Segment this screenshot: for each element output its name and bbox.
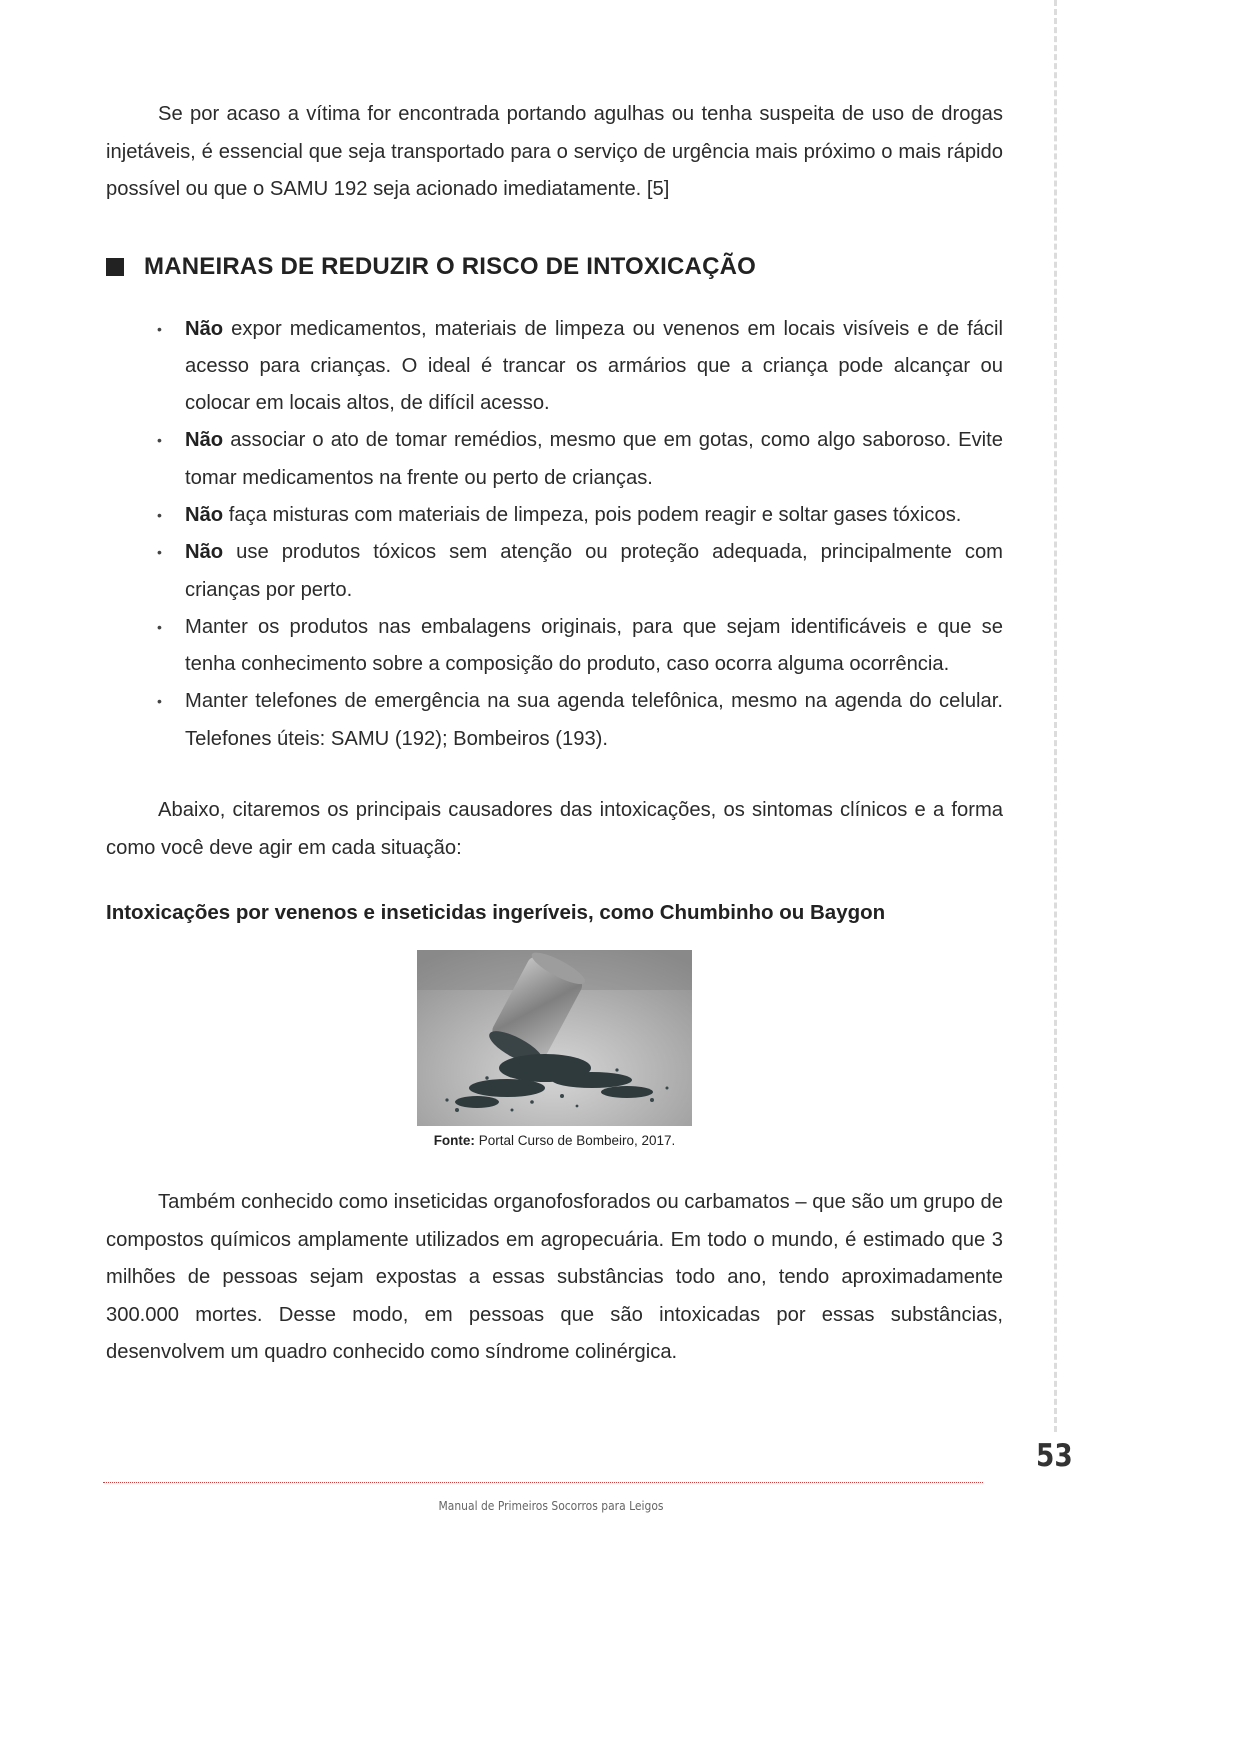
list-item: [157, 311, 1003, 423]
bullet-dot-icon: •: [157, 432, 162, 449]
intro-paragraph: Se por acaso a vítima for encontrada portando agulhas ou tenha suspeita de uso de drogas injetáveis, é essencial que seja transportado para o serviço de urgência mais próximo o mais rápido possível ou que o SAMU 192 seja acionado imediatamente. [5]: [106, 103, 1003, 200]
list-item: [157, 422, 1003, 497]
bullet-dot-icon: •: [157, 618, 162, 635]
list-item-text: Manter os produtos nas embalagens originais, para que sejam identificáveis e que se tenha conhecimento sobre a composição do produto, caso ocorra alguma ocorrência.: [185, 615, 1003, 676]
list-item-text: Manter telefones de emergência na sua agenda telefônica, mesmo na agenda do celular. Telefones úteis: SAMU (192); Bombeiros (193).: [185, 690, 1003, 750]
list-item-bold: Não: [185, 429, 224, 452]
figure-caption: [417, 1133, 692, 1148]
list-item-bold: Não: [185, 541, 224, 564]
list-item: [157, 497, 1003, 534]
caption-text: Portal Curso de Bombeiro, 2017.: [474, 1133, 676, 1149]
square-bullet-icon: [106, 258, 124, 276]
bullet-dot-icon: •: [157, 693, 162, 710]
caption-label: Fonte:: [433, 1133, 475, 1149]
list-item-text: faça misturas com materiais de limpeza, pois podem reagir e soltar gases tóxicos.: [223, 503, 962, 526]
bullet-dot-icon: •: [157, 506, 162, 523]
list-item: [157, 609, 1003, 684]
figure: [417, 950, 692, 1148]
page-content: [106, 96, 1003, 1372]
risk-reduction-list: [106, 311, 1003, 759]
paragraph-causes: Abaixo, citaremos os principais causadores das intoxicações, os sintomas clínicos e a forma como você deve agir em cada situação:: [106, 799, 1003, 859]
section-title: MANEIRAS DE REDUZIR O RISCO DE INTOXICAÇÃO: [144, 252, 756, 280]
footer-book-title: Manual de Primeiros Socorros para Leigos: [438, 1498, 664, 1513]
list-item: [157, 683, 1003, 758]
paragraph-organophosphates: Também conhecido como inseticidas organofosforados ou carbamatos – que são um grupo de compostos químicos amplamente utilizados em agropecuária. Em todo o mundo, é estimado que 3 milhões de pessoas sejam expostas a essas substâncias todo ano, tendo aproximadamente 300.000 mortes. Desse modo, em pessoas que são intoxicadas por essas substâncias, desenvolvem um quadro conhecido como síndrome colinérgica.: [106, 1191, 1004, 1364]
bullet-dot-icon: •: [157, 544, 162, 561]
margin-dashed-line: [1054, 0, 1057, 1432]
page-number: 53: [1036, 1438, 1073, 1474]
list-item-text: associar o ato de tomar remédios, mesmo que em gotas, como algo saboroso. Evite tomar medicamentos na frente ou perto de crianças.: [185, 429, 1003, 489]
section-heading: [106, 253, 1003, 281]
subheading-poisons: Intoxicações por venenos e inseticidas ingeríveis, como Chumbinho ou Baygon: [106, 901, 886, 925]
footer-divider: [103, 1482, 983, 1483]
list-item-bold: Não: [185, 503, 224, 526]
bullet-dot-icon: •: [157, 320, 162, 337]
poison-pellets-photo: [417, 950, 692, 1126]
list-item: [157, 534, 1003, 609]
list-item-bold: Não: [185, 317, 224, 340]
list-item-text: use produtos tóxicos sem atenção ou proteção adequada, principalmente com crianças por perto.: [185, 541, 1003, 601]
list-item-text: expor medicamentos, materiais de limpeza ou venenos em locais visíveis e de fácil acesso para crianças. O ideal é trancar os armários que a criança pode alcançar ou colocar em locais altos, de difícil acesso.: [185, 317, 1003, 415]
